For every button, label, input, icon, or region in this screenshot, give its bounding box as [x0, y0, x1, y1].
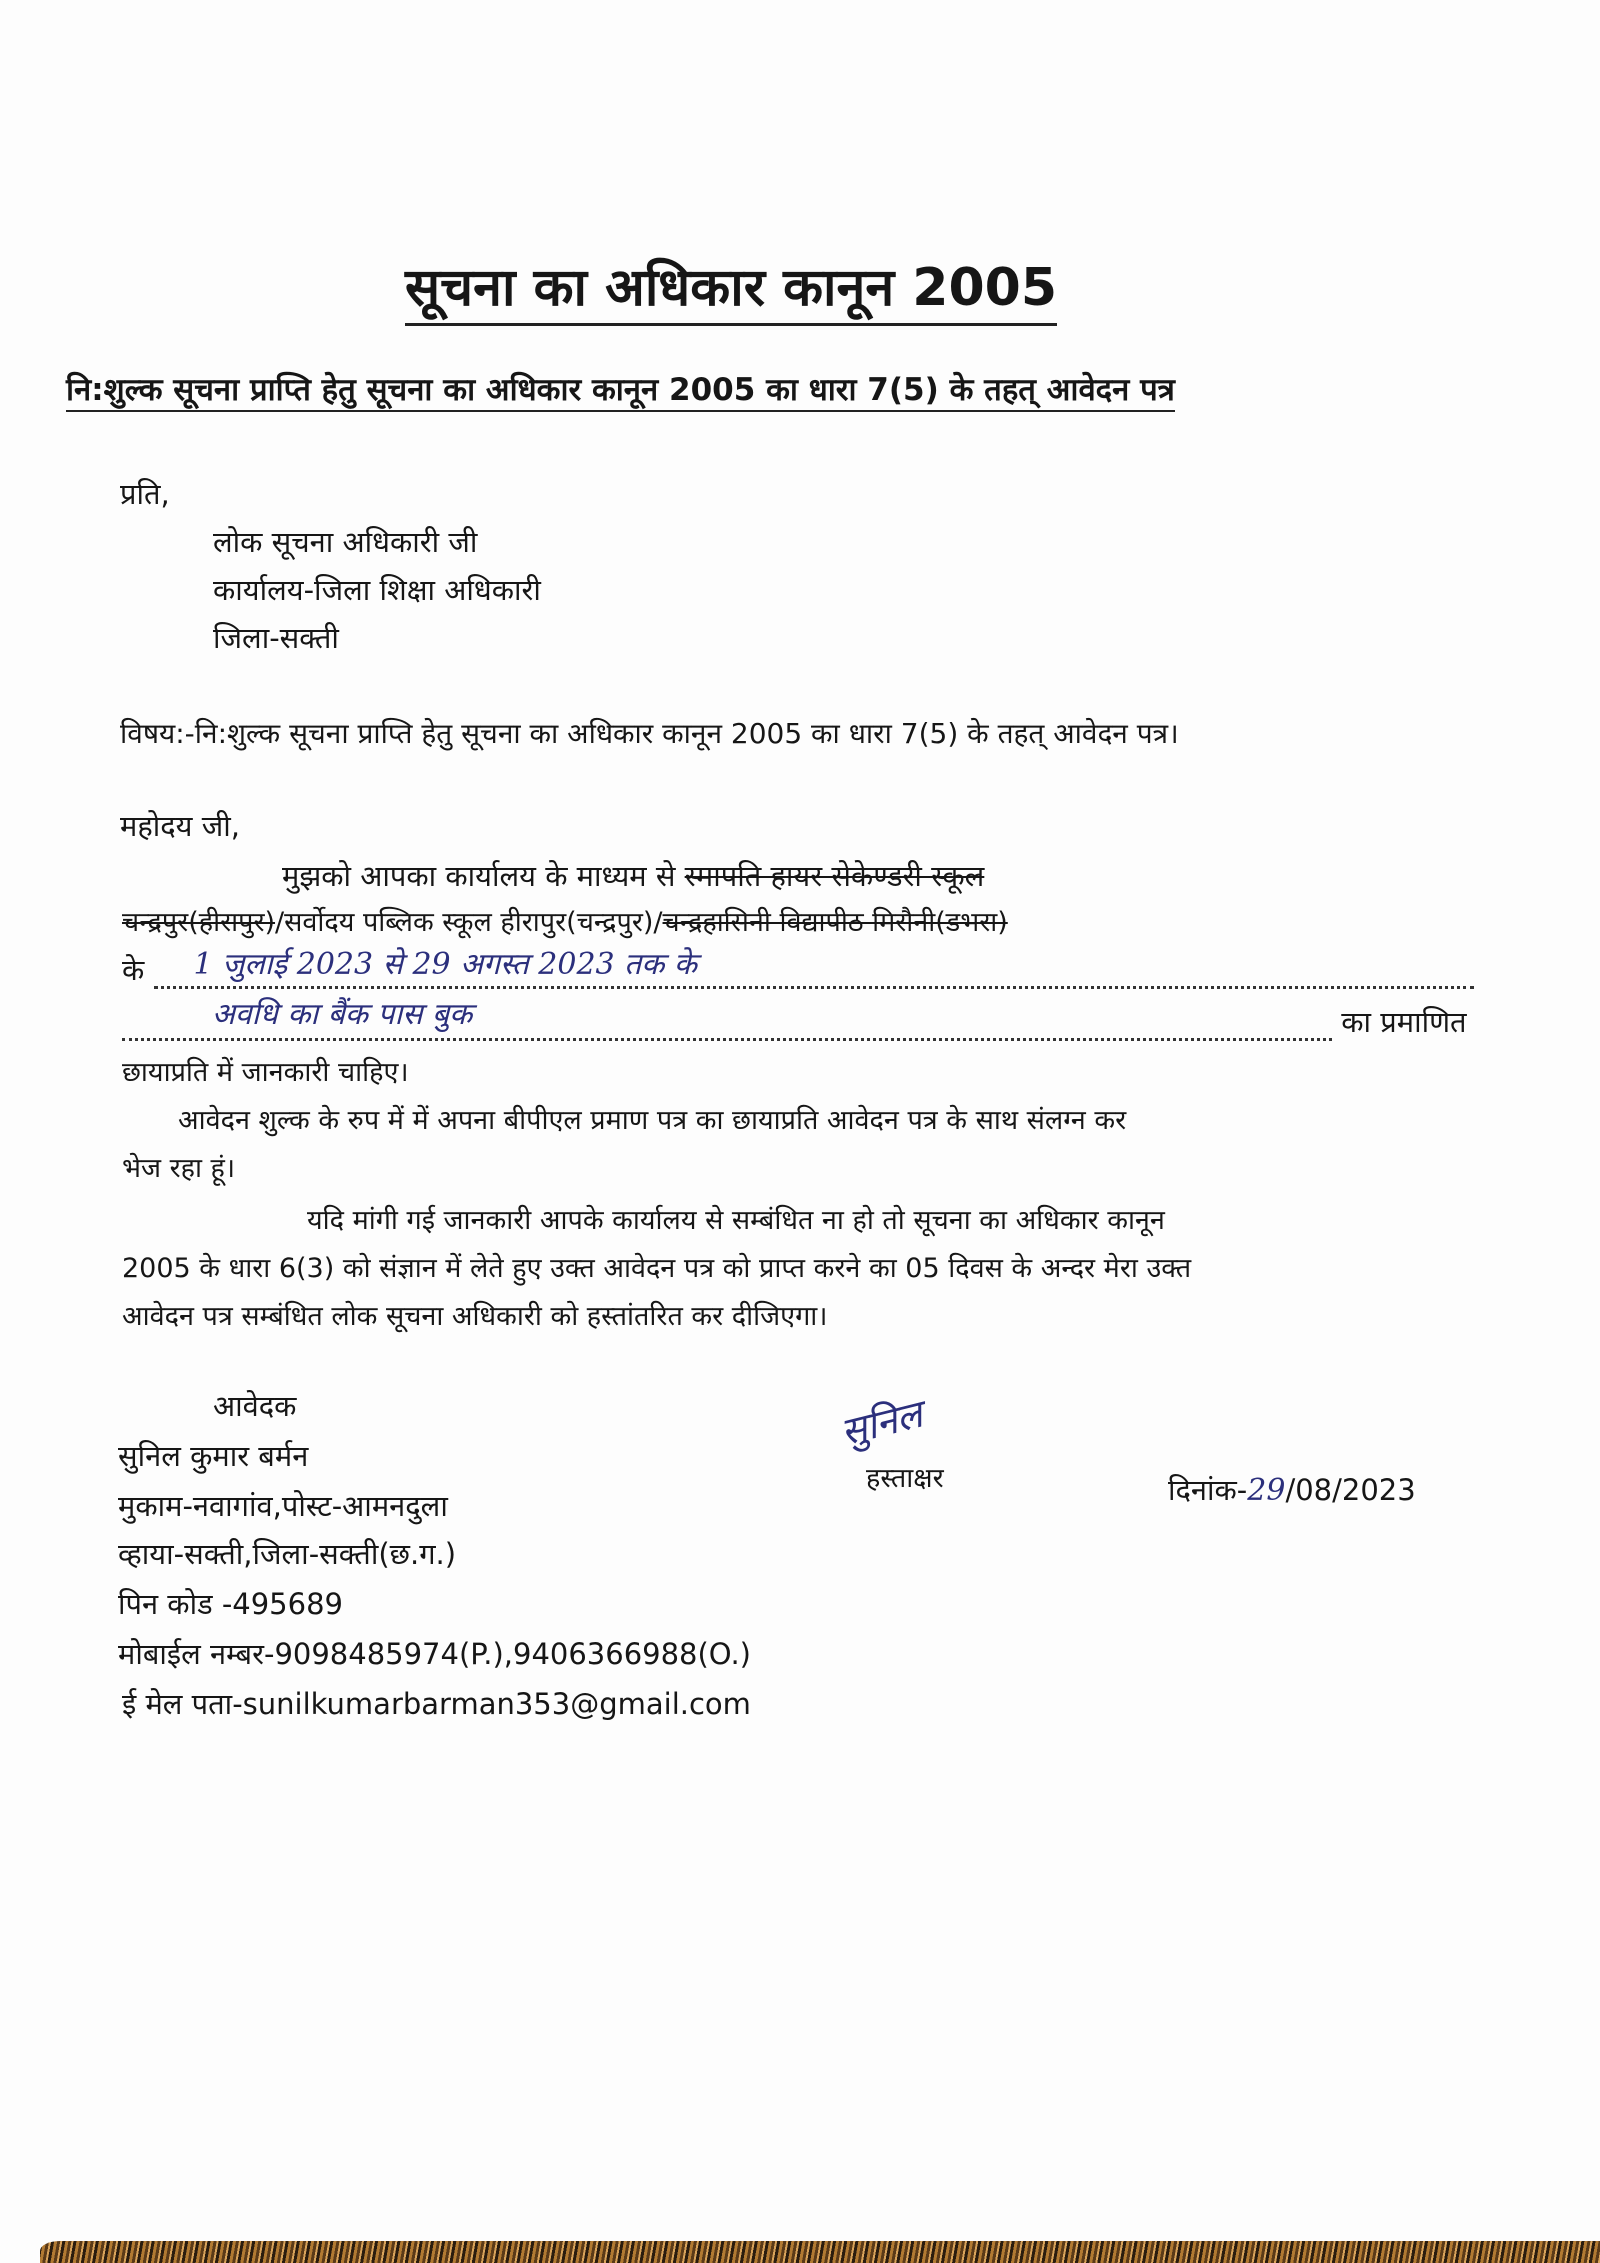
recipient-line: लोक सूचना अधिकारी जी: [213, 525, 478, 559]
para3-line2: 2005 के धारा 6(3) को संज्ञान में लेते हुए उक्त आवेदन पत्र को प्राप्त करने का 05 दिवस के अन्दर मेरा उक्त: [122, 1253, 1192, 1284]
para1-line2: [122, 902, 1008, 939]
recipient-line: कार्यालय-जिला शिक्षा अधिकारी: [213, 573, 541, 607]
para1-line5: छायाप्रति में जानकारी चाहिए।: [122, 1057, 409, 1088]
to-label: प्रति,: [120, 477, 170, 511]
handwritten-signature: सुनिल: [836, 1391, 927, 1455]
selected-school-name: /सर्वोदय पब्लिक स्कूल हीरापुर(चन्द्रपुर)/: [275, 907, 663, 938]
subject-line: विषय:-नि:शुल्क सूचना प्राप्ति हेतु सूचना का अधिकार कानून 2005 का धारा 7(5) के तहत् आवेदन पत्र।: [120, 717, 1179, 750]
handwritten-period: 1 जुलाई 2023 से 29 अगस्त 2023 तक के: [193, 947, 697, 982]
date-prefix: दिनांक-: [1168, 1473, 1248, 1507]
struck-school-name: चन्द्रहासिनी विद्यापीठ मिरौनी(डभरा): [662, 907, 1008, 938]
recipient-line: जिला-सक्ती: [213, 621, 339, 655]
handwritten-date-day: 29: [1247, 1473, 1286, 1508]
struck-school-name: चन्द्रपुर(हीरापुर): [122, 907, 276, 938]
fill-in-blank: [122, 997, 1332, 1041]
applicant-address: मुकाम-नवागांव,पोस्ट-आमनदुला: [118, 1489, 448, 1523]
date-suffix: /08/2023: [1285, 1473, 1416, 1507]
para3-line1: यदि मांगी गई जानकारी आपके कार्यालय से सम्बंधित ना हो तो सूचना का अधिकार कानून: [307, 1205, 1165, 1236]
para1-line3-prefix: के: [122, 953, 145, 987]
para1-line3: [122, 947, 1502, 989]
applicant-heading: आवेदक: [213, 1389, 297, 1423]
applicant-pin: पिन कोड -495689: [118, 1587, 343, 1621]
document-subtitle: नि:शुल्क सूचना प्राप्ति हेतु सूचना का अधिकार कानून 2005 का धारा 7(5) के तहत् आवेदन पत्र: [66, 368, 1175, 412]
background-surface-edge: [40, 2241, 1600, 2263]
fill-in-blank: [154, 947, 1474, 989]
date-line: [1168, 1470, 1416, 1509]
signature-label: हस्ताक्षर: [866, 1463, 944, 1494]
para1-line4: [122, 997, 1502, 1041]
document-title: सूचना का अधिकार कानून 2005: [405, 250, 1057, 326]
para1-line1: [282, 856, 984, 895]
para1-line4-suffix: का प्रमाणित: [1341, 1005, 1467, 1039]
applicant-mobile: मोबाईल नम्बर-9098485974(P.),9406366988(O.): [118, 1637, 751, 1671]
para2-line2: भेज रहा हूं।: [122, 1153, 236, 1184]
para3-line3: आवेदन पत्र सम्बंधित लोक सूचना अधिकारी को हस्तांतरित कर दीजिएगा।: [122, 1301, 828, 1332]
applicant-email: ई मेल पता-sunilkumarbarman353@gmail.com: [122, 1687, 751, 1721]
struck-school-name: स्मापति हायर सेकेण्डरी स्कूल: [684, 859, 985, 893]
para2-line1: आवेदन शुल्क के रुप में में अपना बीपीएल प्रमाण पत्र का छायाप्रति आवेदन पत्र के साथ संलग्न कर: [178, 1105, 1127, 1136]
handwritten-document: अवधि का बैंक पास बुक: [212, 997, 473, 1032]
para1-line1-prefix: मुझको आपका कार्यालय के माध्यम से: [282, 859, 676, 893]
applicant-address: व्हाया-सक्ती,जिला-सक्ती(छ.ग.): [118, 1537, 457, 1571]
applicant-name: सुनिल कुमार बर्मन: [118, 1439, 309, 1473]
salutation: महोदय जी,: [120, 809, 240, 843]
